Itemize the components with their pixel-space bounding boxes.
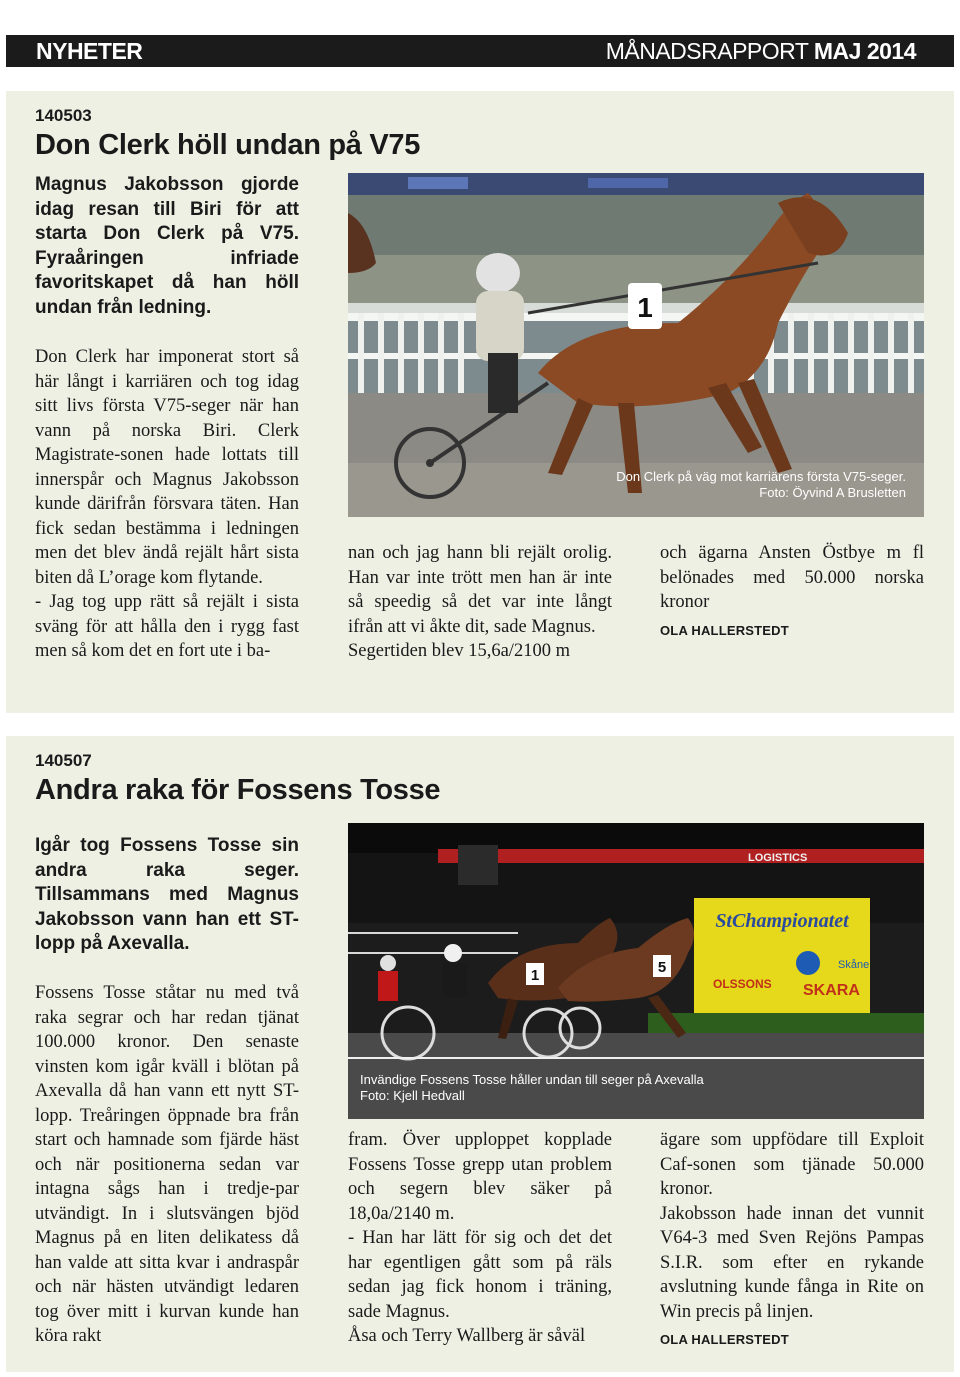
- paragraph: Åsa och Terry Wallberg är såväl: [348, 1326, 586, 1346]
- banner-text: StChampionatet: [715, 910, 849, 932]
- race-photo-don-clerk: [348, 173, 924, 517]
- paragraph: och ägarna Ansten Östbye m fl belönades med 50.000 norska kronor: [660, 543, 924, 612]
- article-column-1: [35, 981, 299, 1349]
- race-photo-fossens-tosse: [348, 823, 924, 1119]
- article-headline: Andra raka för Fossens Tosse: [35, 774, 441, 806]
- sponsor-logo: Skåne: [838, 959, 870, 971]
- horse-trotting-illustration: [348, 173, 924, 517]
- article-date: 140503: [35, 106, 92, 125]
- sponsor-logo: SKARA: [803, 982, 860, 999]
- article-fossens-tosse: [6, 736, 954, 1372]
- article-date: 140507: [35, 751, 92, 770]
- rail-advert-text: LOGISTICS: [748, 852, 808, 864]
- paragraph: Segertiden blev 15,6a/2100 m: [348, 641, 570, 661]
- report-title-bold: MAJ 2014: [813, 38, 916, 64]
- article-column-2: [348, 541, 612, 664]
- article-column-3: [660, 541, 924, 643]
- byline: OLA HALLERSTEDT: [660, 1332, 789, 1347]
- report-title-light: MÅNADSRAPPORT: [605, 38, 808, 64]
- article-lead: Magnus Jakobsson gjorde idag resan till Biri för att starta Don Clerk på V75. Fyraåringen infriade favoritskapet då han höll undan från ledning.: [35, 174, 299, 318]
- article-column-3: [660, 1128, 924, 1353]
- paragraph: Jakobsson hade innan det vunnit V64-3 med Sven Rejöns Pampas S.I.R. som efter en rykande avslutning kunde fånga in Rite on Win precis på linjen.: [660, 1203, 924, 1322]
- photo-credit: Foto: Öyvind A Brusletten: [759, 485, 906, 500]
- photo-caption: [616, 469, 906, 501]
- paragraph: nan och jag hann bli rejält orolig. Han var inte trött men han är inte så speedig så det var inte långt ifrån att vi åkte dit, sade Magnus.: [348, 543, 612, 637]
- section-label: NYHETER: [36, 38, 143, 64]
- photo-caption: [360, 1072, 704, 1104]
- paragraph: Don Clerk har imponerat stort så här långt i karriären och tog idag sitt livs första V75-seger när han vann på norska Biri. Clerk Magistrate-sonen hade lottats till innerspår och Magnus Jakobsson kunde därifrån försvara täten. Han fick sedan bestämma i ledningen men det blev ändå rejält hårt sista biten då L’orage kom flytande.: [35, 347, 299, 588]
- caption-text: Don Clerk på väg mot karriärens första V75-seger.: [616, 469, 906, 484]
- bib-number: 1: [530, 967, 540, 984]
- byline: OLA HALLERSTEDT: [660, 622, 789, 638]
- article-don-clerk: [6, 91, 954, 713]
- page-header: [6, 35, 954, 67]
- sponsor-logo: OLSSONS: [713, 977, 772, 991]
- paragraph: fram. Över upploppet kopplade Fossens Tosse grepp utan problem och segern blev säker på 18,0a/2140 m.: [348, 1130, 612, 1224]
- bib-number: 1: [637, 292, 653, 323]
- paragraph: Fossens Tosse ståtar nu med två raka segrar och har redan tjänat 100.000 kronor. Den senaste vinsten kom igår kväll i blötan på Axevalla då han vann ett nytt ST-lopp. Treåringen öppnade bra från start och hamnade som fjärde häst och när positionerna sedan var intagna sågs han i tredje-par utvändigt. In i slutsvängen bjöd Magnus på en liten delikatess då han valde att sitta kvar i andraspår och när hästen utvändigt ledaren tog över mitt i kurvan kunde han köra rakt: [35, 983, 299, 1346]
- article-lead: Igår tog Fossens Tosse sin andra raka seger. Tillsammans med Magnus Jakobsson vann han ett ST-lopp på Axevalla.: [35, 835, 299, 954]
- paragraph: - Jag tog upp rätt så rejält i sista sväng för att hålla den i rygg fast men så kom det en fort ute i ba-: [35, 592, 299, 661]
- article-column-2: [348, 1128, 612, 1349]
- article-headline: Don Clerk höll undan på V75: [35, 129, 421, 161]
- paragraph: ägare som uppfödare till Exploit Caf-sonen som tjänade 50.000 kronor.: [660, 1130, 924, 1199]
- caption-text: Invändige Fossens Tosse håller undan till seger på Axevalla: [360, 1072, 704, 1087]
- article-column-1: [35, 345, 299, 664]
- paragraph: - Han har lätt för sig och det det har egentligen gått som på räls sedan jag fick honom i träning, sade Magnus.: [348, 1228, 612, 1322]
- photo-credit: Foto: Kjell Hedvall: [360, 1088, 465, 1103]
- report-title: [606, 38, 916, 65]
- bib-number: 5: [657, 959, 667, 976]
